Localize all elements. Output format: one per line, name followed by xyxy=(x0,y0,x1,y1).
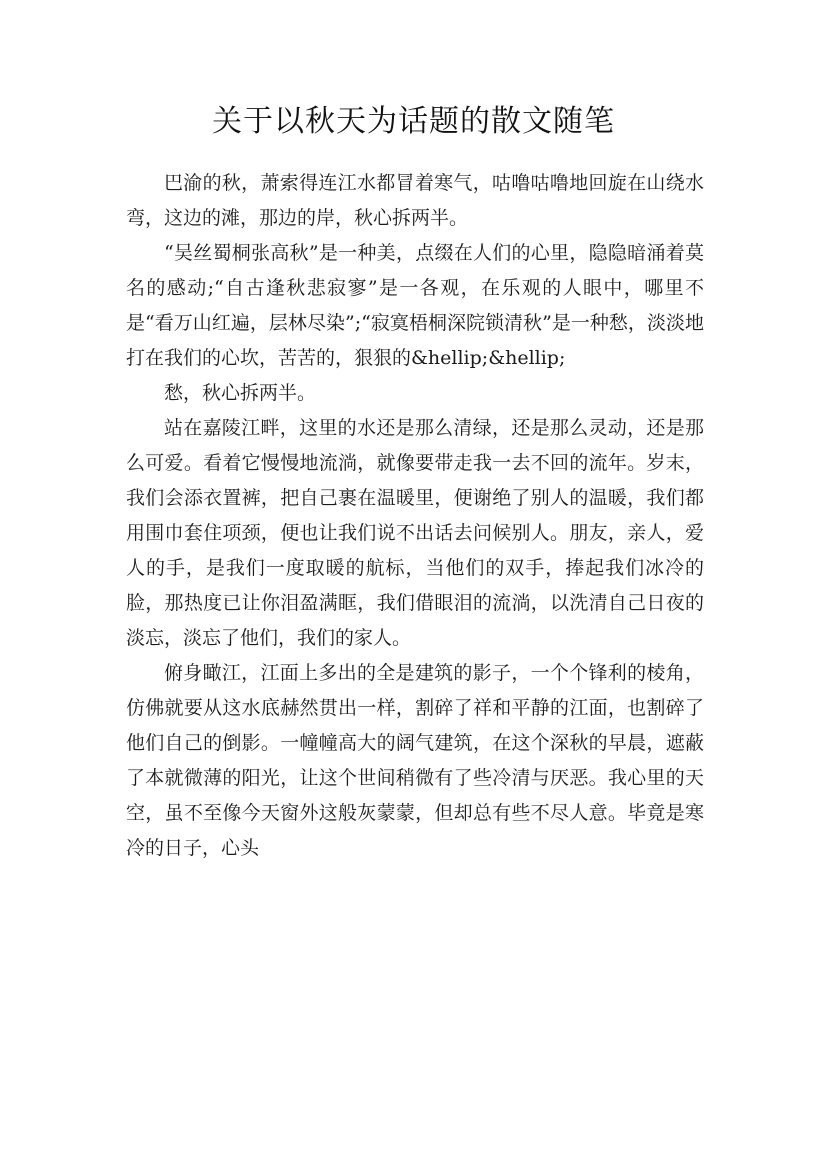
document-body xyxy=(126,166,704,866)
paragraph-2: “吴丝蜀桐张高秋”是一种美，点缀在人们的心里，隐隐暗涌着莫名的感动;“自古逢秋悲寂寥”是一各观，在乐观的人眼中，哪里不是“看万山红遍，层林尽染”;“寂寞梧桐深院锁清秋”是一种愁，淡淡地打在我们的心坎，苦苦的，狠狠的&hellip;&hellip; xyxy=(126,242,704,369)
document-title: 关于以秋天为话题的散文随笔 xyxy=(212,104,615,139)
paragraph-5: 俯身瞰江，江面上多出的全是建筑的影子，一个个锋利的棱角，仿佛就要从这水底赫然贯出一样，割碎了祥和平静的江面，也割碎了他们自己的倒影。一幢幢高大的阔气建筑，在这个深秋的早晨，遮蔽了本就微薄的阳光，让这个世间稍微有了些冷清与厌恶。我心里的天空，虽不至像今天窗外这般灰蒙蒙，但却总有些不尽人意。毕竟是寒冷的日子，心头 xyxy=(126,662,704,859)
paragraph-3: 愁，秋心拆两半。 xyxy=(164,382,317,404)
paragraph-4: 站在嘉陵江畔，这里的水还是那么清绿，还是那么灵动，还是那么可爱。看着它慢慢地流淌，就像要带走我一去不回的流年。岁末，我们会添衣置裤，把自己裹在温暖里，便谢绝了别人的温暖，我们都用围巾套住项颈，便也让我们说不出话去问候别人。朋友，亲人，爱人的手，是我们一度取暖的航标，当他们的双手，捧起我们冰冷的脸，那热度已让你泪盈满眶，我们借眼泪的流淌，以洗清自己日夜的淡忘，淡忘了他们，我们的家人。 xyxy=(126,417,704,649)
paragraph-1: 巴渝的秋，萧索得连江水都冒着寒气，咕噜咕噜地回旋在山绕水弯，这边的滩，那边的岸，秋心拆两半。 xyxy=(126,172,704,229)
